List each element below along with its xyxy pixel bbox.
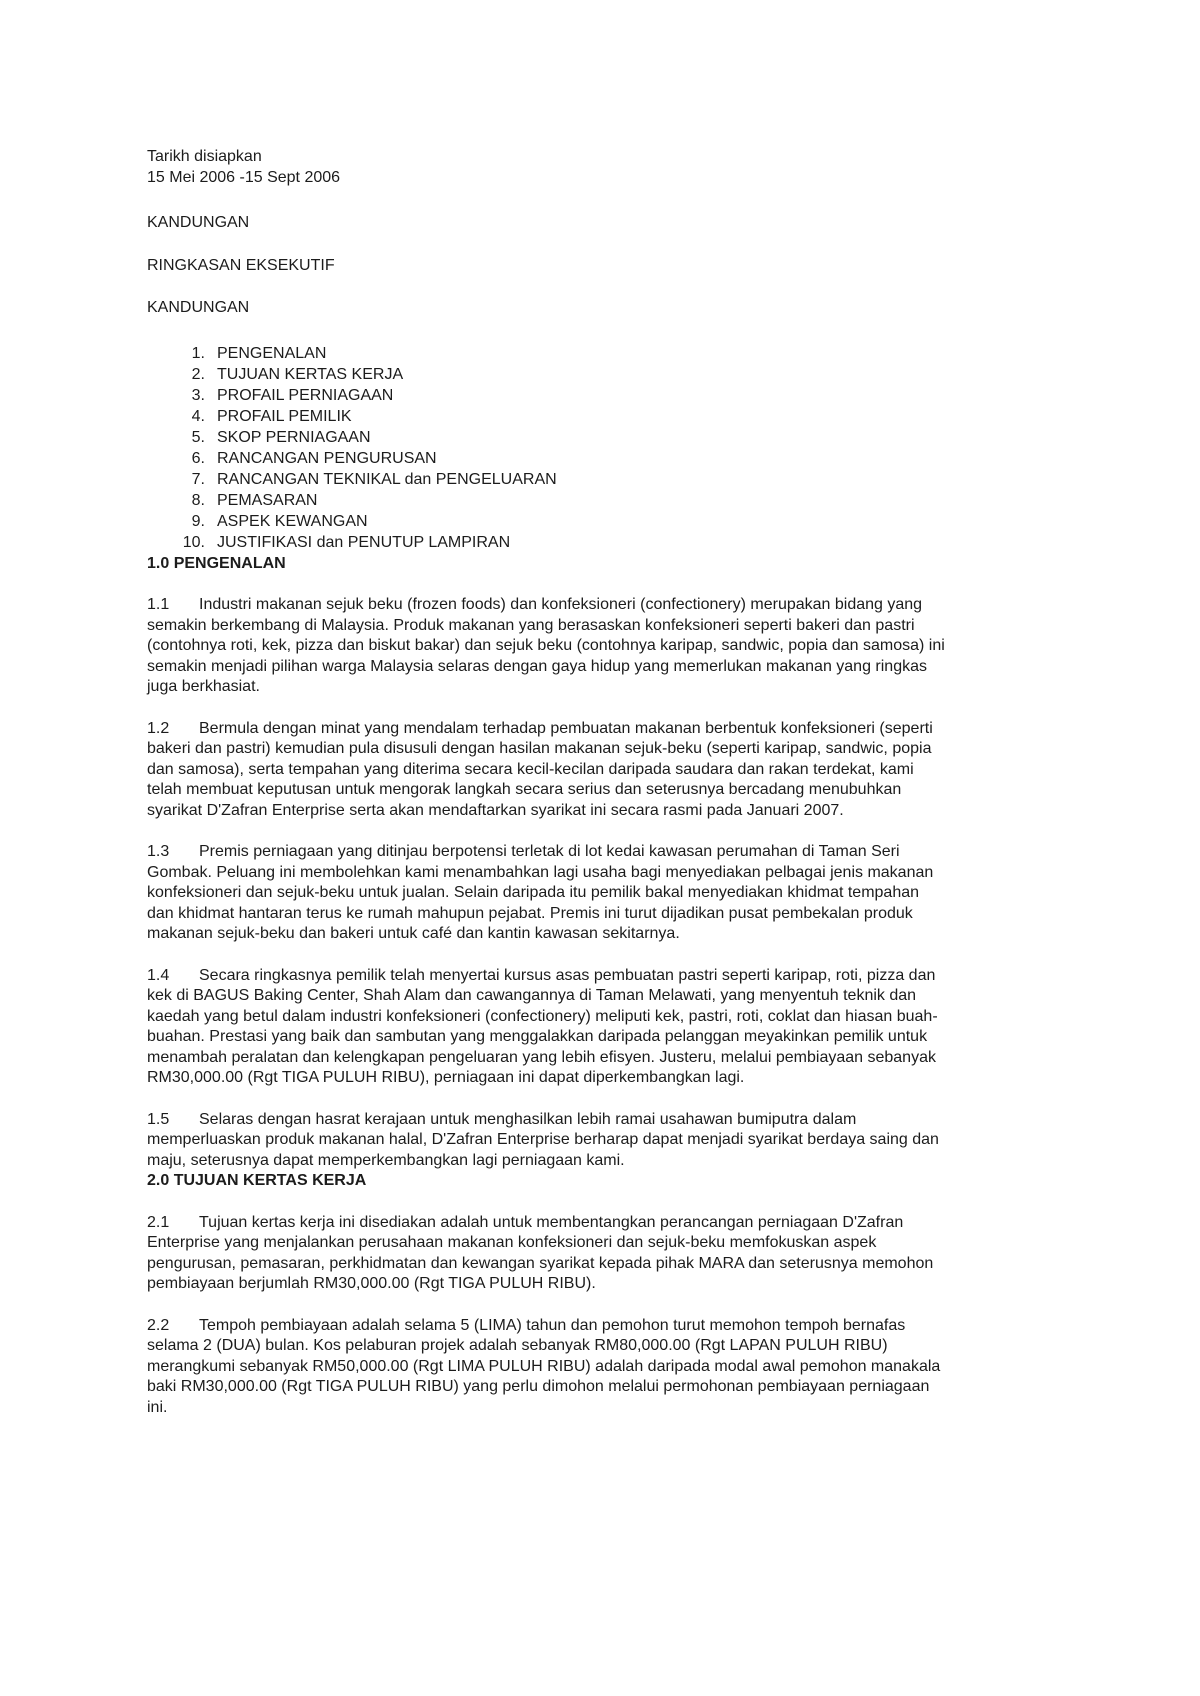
paragraph-number: 2.1	[147, 1213, 170, 1231]
paragraph-text: Premis perniagaan yang ditinjau berpotensi terletak di lot kedai kawasan perumahan di Taman Seri	[199, 843, 900, 860]
paragraph-line: konfeksioneri dan sejuk-beku untuk jualan. Selain daripada itu pemilik bakal menyediakan khidmat tempahan	[147, 884, 920, 901]
toc-item	[147, 449, 1062, 470]
paragraph-line: semakin berkembang di Malaysia. Produk makanan yang berasaskan konfeksioneri seperti bakeri dan pastri	[147, 616, 915, 634]
paragraph-1-5	[147, 1110, 1062, 1172]
toc-number: 9.	[191, 512, 205, 530]
paragraph-number: 1.5	[147, 1110, 170, 1128]
paragraph-number: 1.1	[147, 596, 170, 613]
kandungan-title: KANDUNGAN	[147, 214, 250, 231]
paragraph-text: Bermula dengan minat yang mendalam terhadap pembuatan makanan berbentuk konfeksioneri (seperti	[199, 719, 933, 737]
paragraph-line: merangkumi sebanyak RM50,000.00 (Rgt LIMA PULUH RIBU) adalah daripada modal awal pemohon manakala	[147, 1357, 941, 1375]
toc-label: RANCANGAN PENGURUSAN	[217, 449, 437, 467]
toc-number: 5.	[191, 428, 205, 446]
section-heading-pengenalan: 1.0 PENGENALAN	[147, 554, 286, 572]
toc-label: JUSTIFIKASI dan PENUTUP LAMPIRAN	[217, 533, 511, 551]
paragraph-line: dan khidmat hantaran terus ke rumah mahupun pejabat. Premis ini turut dijadikan pusat pembekalan produk	[147, 904, 913, 922]
paragraph-line: RM30,000.00 (Rgt TIGA PULUH RIBU), perniagaan ini dapat diperkembangkan lagi.	[147, 1069, 745, 1086]
toc-label: PROFAIL PEMILIK	[217, 407, 352, 425]
paragraph-line: buahan. Prestasi yang baik dan sambutan yang menggalakkan daripada pelanggan meyakinkan pemilik untuk	[147, 1028, 928, 1045]
paragraph-line: bakeri dan pastri) kemudian pula disusuli dengan hasilan makanan sejuk-beku (seperti karipap, sandwic, popia	[147, 740, 932, 757]
table-of-contents	[147, 344, 1062, 554]
toc-item	[147, 470, 1062, 491]
toc-item	[147, 533, 1062, 554]
paragraph-text: Industri makanan sejuk beku (frozen foods) dan konfeksioneri (confectionery) merupakan bidang yang	[199, 596, 923, 613]
paragraph-text: Selaras dengan hasrat kerajaan untuk menghasilkan lebih ramai usahawan bumiputra dalam	[199, 1110, 857, 1128]
paragraph-line	[147, 1213, 1062, 1234]
paragraph-2-2	[147, 1316, 1062, 1419]
paragraph-line	[147, 966, 1062, 987]
ringkasan-eksekutif-title: RINGKASAN EKSEKUTIF	[147, 256, 335, 274]
toc-item	[147, 512, 1062, 533]
paragraph-line: selama 2 (DUA) bulan. Kos pelaburan projek adalah sebanyak RM80,000.00 (Rgt LAPAN PULUH RIBU)	[147, 1337, 888, 1354]
paragraph-number: 2.2	[147, 1316, 170, 1334]
toc-label: PENGENALAN	[217, 344, 327, 362]
toc-label: TUJUAN KERTAS KERJA	[217, 365, 404, 383]
toc-item	[147, 386, 1062, 407]
paragraph-line	[147, 719, 1062, 740]
paragraph-line: kek di BAGUS Baking Center, Shah Alam dan cawangannya di Taman Melawati, yang menyentuh teknik dan	[147, 987, 917, 1004]
toc-number: 4.	[191, 407, 205, 425]
date-label: Tarikh disiapkan	[147, 148, 262, 165]
paragraph-1-3	[147, 842, 1062, 945]
toc-number: 2.	[191, 365, 205, 383]
toc-item	[147, 365, 1062, 386]
paragraph-1-1	[147, 595, 1062, 698]
toc-number: 6.	[191, 449, 205, 467]
paragraph-line: makanan sejuk-beku dan bakeri untuk café dan kantin kawasan sekitarnya.	[147, 925, 680, 942]
paragraph-line: dan samosa), serta tempahan yang diterima secara kecil-kecilan daripada saudara dan rakan terdekat, kami	[147, 760, 914, 778]
toc-label: PROFAIL PERNIAGAAN	[217, 386, 394, 404]
paragraph-text: Secara ringkasnya pemilik telah menyertai kursus asas pembuatan pastri seperti karipap, roti, pizza dan	[199, 966, 936, 984]
paragraph-line: telah membuat keputusan untuk mengorak langkah secara serius dan seterusnya bercadang menubuhkan	[147, 781, 902, 798]
paragraph-1-2	[147, 719, 1062, 822]
paragraph-line: baki RM30,000.00 (Rgt TIGA PULUH RIBU) yang perlu dimohon melalui permohonan pembiayaan perniagaan	[147, 1378, 930, 1395]
paragraph-line: menambah peralatan dan kelengkapan pengeluaran yang lebih efisyen. Justeru, melalui pembiayaan sebanyak	[147, 1048, 936, 1066]
toc-label: RANCANGAN TEKNIKAL dan PENGELUARAN	[217, 470, 557, 488]
paragraph-line: Gombak. Peluang ini membolehkan kami menambahkan lagi usaha bagi menyediakan pelbagai jenis makanan	[147, 863, 934, 881]
paragraph-line: memperluaskan produk makanan halal, D'Zafran Enterprise berharap dapat menjadi syarikat berdaya saing dan	[147, 1131, 939, 1148]
paragraph-line: kaedah yang betul dalam industri konfeksioneri (confectionery) meliputi kek, pastri, roti, coklat dan hiasan buah-	[147, 1007, 938, 1025]
toc-number: 1.	[191, 344, 205, 362]
paragraph-line	[147, 1110, 1062, 1131]
date-range: 15 Mei 2006 -15 Sept 2006	[147, 168, 341, 186]
paragraph-line: pengurusan, pemasaran, perkhidmatan dan kewangan syarikat kepada pihak MARA dan seterusnya memohon	[147, 1254, 934, 1272]
paragraph-line: pembiayaan berjumlah RM30,000.00 (Rgt TIGA PULUH RIBU).	[147, 1275, 596, 1292]
section-heading-tujuan-kertas-kerja: 2.0 TUJUAN KERTAS KERJA	[147, 1172, 367, 1189]
paragraph-line: maju, seterusnya dapat memperkembangkan lagi perniagaan kami.	[147, 1151, 625, 1169]
paragraph-number: 1.4	[147, 966, 170, 984]
paragraph-line: semakin menjadi pilihan warga Malaysia selaras dengan gaya hidup yang memerlukan makanan yang ringkas	[147, 657, 927, 675]
paragraph-line	[147, 595, 1062, 616]
paragraph-line: Enterprise yang menjalankan perusahaan makanan konfeksioneri dan sejuk-beku memfokuskan aspek	[147, 1234, 877, 1251]
toc-item	[147, 407, 1062, 428]
toc-label: SKOP PERNIAGAAN	[217, 428, 371, 446]
toc-number: 10.	[182, 533, 205, 551]
paragraph-line: juga berkhasiat.	[147, 678, 260, 695]
paragraph-line	[147, 842, 1062, 863]
toc-number: 8.	[191, 491, 205, 509]
paragraph-number: 1.2	[147, 719, 170, 737]
kandungan-title-second: KANDUNGAN	[147, 299, 250, 316]
paragraph-line: (contohnya roti, kek, pizza dan biskut bakar) dan sejuk beku (contohnya karipap, sandwic, popia dan samosa) ini	[147, 637, 945, 654]
paragraph-line	[147, 1316, 1062, 1337]
toc-label: PEMASARAN	[217, 491, 318, 509]
document-content	[147, 147, 1062, 1418]
paragraph-text: Tujuan kertas kerja ini disediakan adalah untuk membentangkan perancangan perniagaan D'Zafran	[199, 1213, 904, 1231]
toc-number: 7.	[191, 470, 205, 488]
toc-number: 3.	[191, 386, 205, 404]
toc-item	[147, 428, 1062, 449]
toc-item	[147, 491, 1062, 512]
toc-label: ASPEK KEWANGAN	[217, 512, 368, 530]
paragraph-1-4	[147, 966, 1062, 1089]
paragraph-text: Tempoh pembiayaan adalah selama 5 (LIMA) tahun dan pemohon turut memohon tempoh bernafas	[199, 1316, 906, 1334]
toc-item	[147, 344, 1062, 365]
paragraph-2-1	[147, 1213, 1062, 1295]
paragraph-line: syarikat D'Zafran Enterprise serta akan mendaftarkan syarikat ini secara rasmi pada Januari 2007.	[147, 801, 844, 819]
paragraph-number: 1.3	[147, 843, 170, 860]
paragraph-line: ini.	[147, 1398, 168, 1416]
